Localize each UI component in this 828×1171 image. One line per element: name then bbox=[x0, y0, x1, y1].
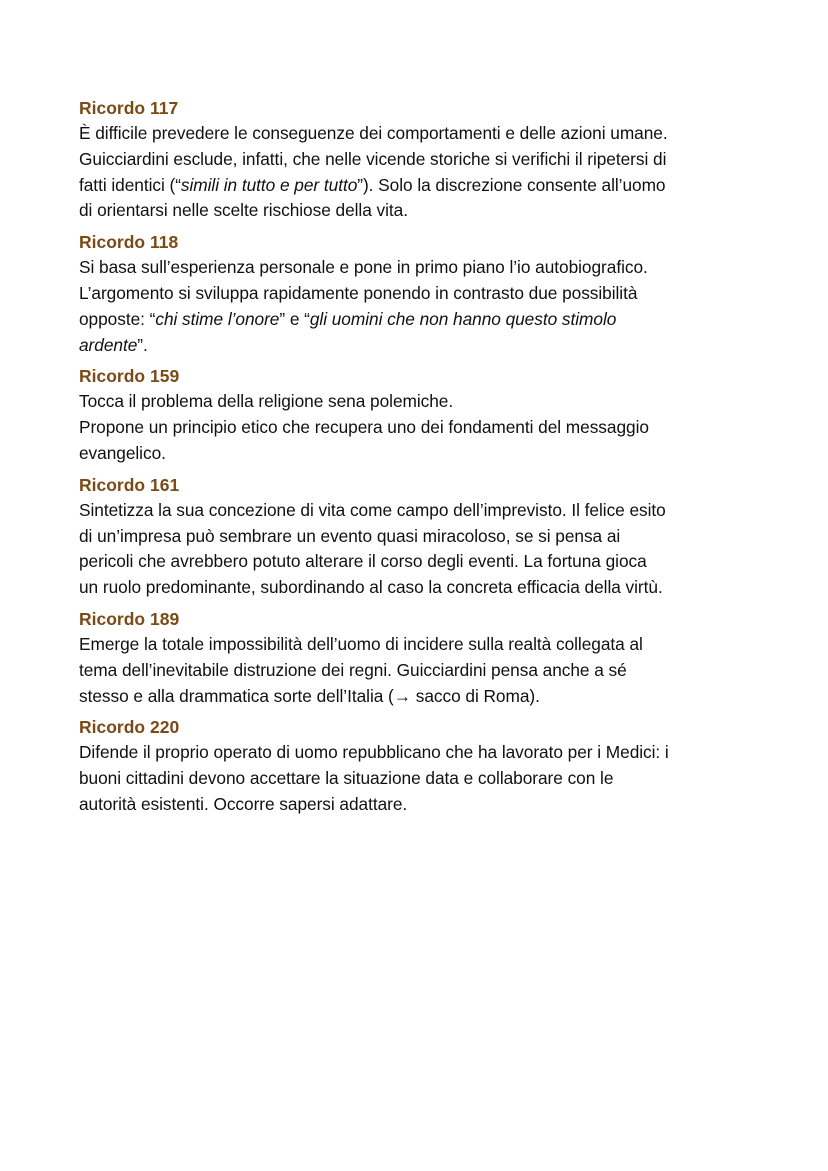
quoted-text: simili in tutto e per tutto bbox=[180, 174, 358, 195]
entry-body: Sintetizza la sua concezione di vita come campo dell’imprevisto. Il felice esito di un’impresa può sembrare un evento quasi miracoloso, se si pensa ai pericoli che avrebbero potuto alterare il corso degli eventi. La fortuna gioca un ruolo predominante, subordinando al caso la concreta efficacia della virtù. bbox=[79, 499, 666, 598]
entry-body: Tocca il problema della religione sena polemiche. Propone un principio etico che recupera uno dei fondamenti del messaggio evangelico. bbox=[79, 391, 649, 463]
entry-ricordo-118 bbox=[79, 230, 759, 358]
entry-title: Ricordo 189 bbox=[79, 608, 180, 629]
entry-title: Ricordo 118 bbox=[79, 232, 179, 253]
entry-title: Ricordo 159 bbox=[79, 366, 180, 387]
quoted-text: ardente bbox=[79, 334, 138, 355]
entry-body: Difende il proprio operato di uomo repubblicano che ha lavorato per i Medici: i buoni cittadini devono accettare la situazione data e collaborare con le autorità esistenti. Occorre sapersi adattare. bbox=[79, 742, 669, 814]
quoted-text: gli uomini che non hanno questo stimolo bbox=[309, 308, 617, 329]
entry-body: Emerge la totale impossibilità dell’uomo di incidere sulla realtà collegata al tema dell’inevitabile distruzione dei regni. Guicciardini pensa anche a sé stesso e alla drammatica sorte dell’Italia (→ sacco di Roma). bbox=[79, 633, 643, 706]
entry-title: Ricordo 117 bbox=[79, 98, 179, 118]
entry-title: Ricordo 161 bbox=[79, 474, 180, 495]
entry-ricordo-161 bbox=[79, 473, 759, 601]
entry-body: Si basa sull’esperienza personale e pone in primo piano l’io autobiografico. L’argomento si sviluppa rapidamente ponendo in contrasto due possibilità opposte: “chi stime l’onore” e “gli uomini che non hanno questo stimolo ardente”. bbox=[79, 257, 648, 355]
entry-ricordo-159 bbox=[79, 364, 759, 466]
quoted-text: chi stime l’onore bbox=[155, 308, 280, 329]
entry-body: È difficile prevedere le conseguenze dei comportamenti e delle azioni umane. Guicciardini esclude, infatti, che nelle vicende storiche si verifichi il ripetersi di fatti identici (“simili in tutto e per tutto”). Solo la discrezione consente all’uomo di orientarsi nelle scelte rischiose della vita. bbox=[79, 123, 668, 221]
document-page bbox=[79, 96, 759, 824]
entry-ricordo-189 bbox=[79, 607, 759, 709]
entry-title: Ricordo 220 bbox=[79, 717, 180, 738]
entry-ricordo-220 bbox=[79, 715, 759, 817]
entry-ricordo-117 bbox=[79, 96, 759, 224]
